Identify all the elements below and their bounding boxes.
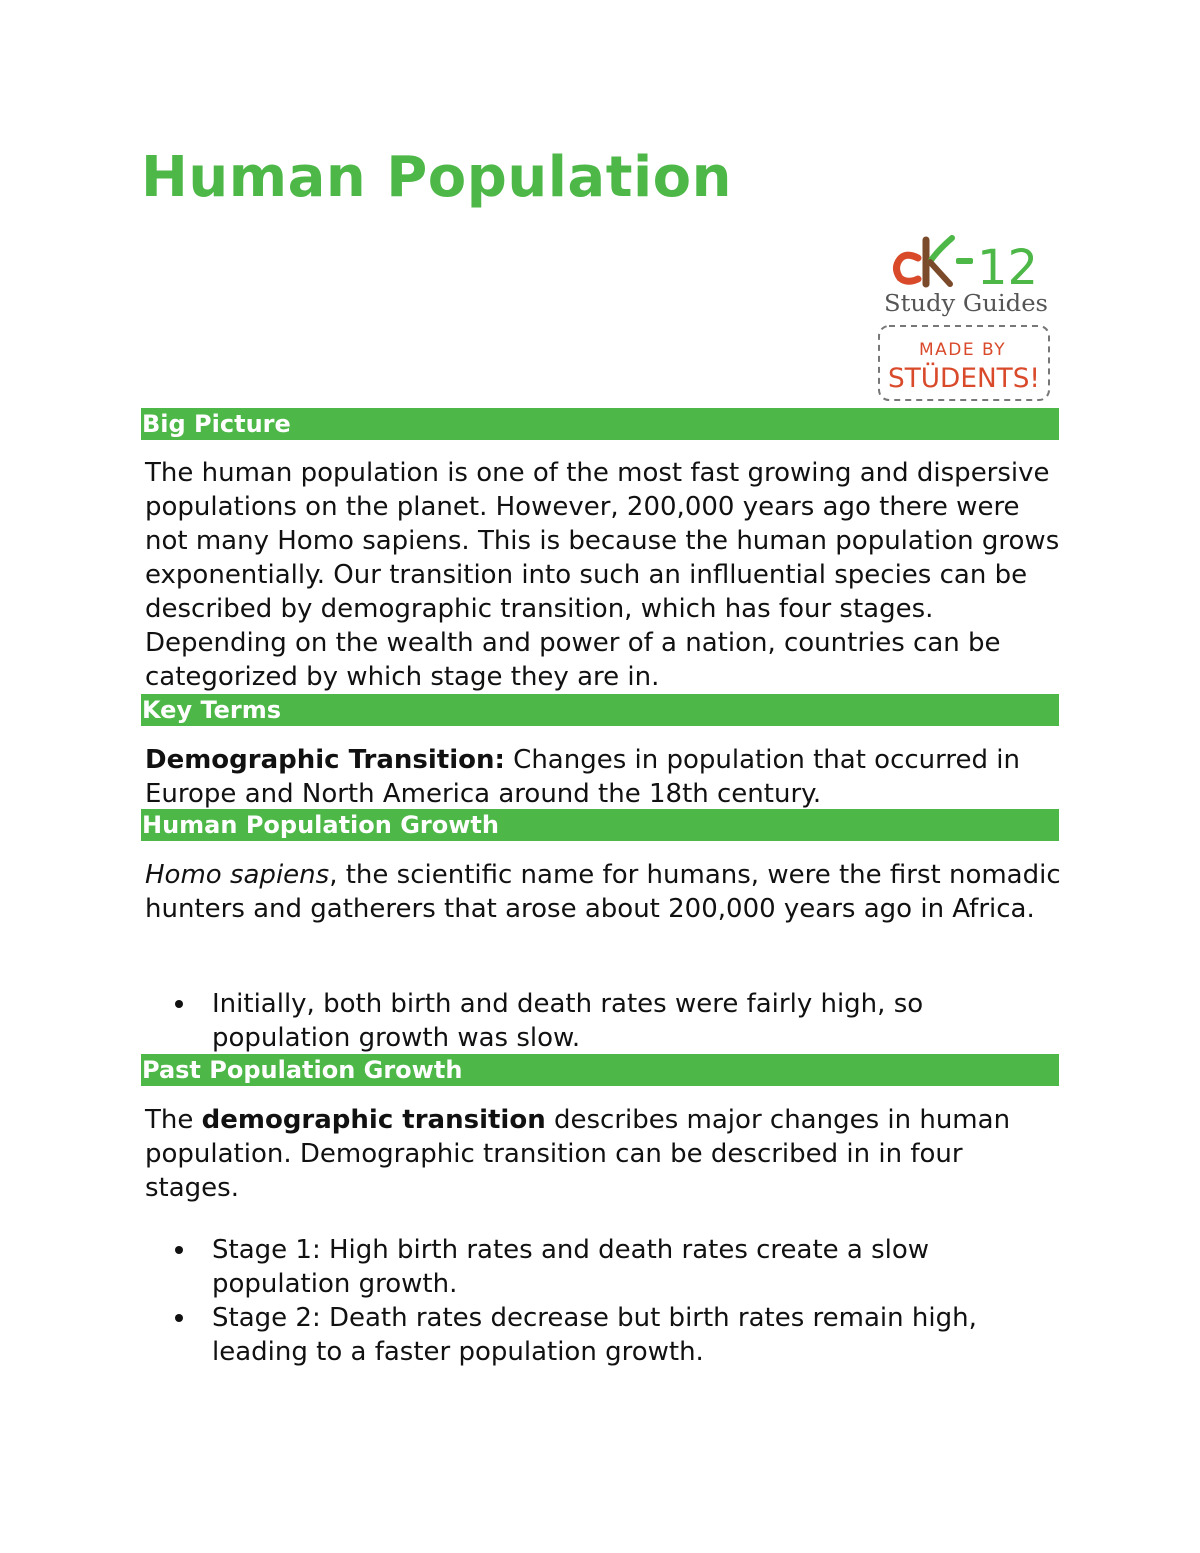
list-item: Stage 1: High birth rates and death rates create a slow population growth. — [145, 1233, 1045, 1301]
past-growth-paragraph: The demographic transition describes major changes in human population. Demographic transition can be described in in four stages. — [145, 1105, 1011, 1203]
big-picture-paragraph: The human population is one of the most fast growing and dispersive populations on the planet. However, 200,000 years ago there were not many Homo sapiens. This is because the human population grows exponentially. Our transition into such an inflluential species can be described by demographic transition, which has four stages. Depending on the wealth and power of a nation, countries can be categorized by which stage they are in. — [145, 458, 1060, 692]
list-item: Stage 2: Death rates decrease but birth rates remain high, leading to a faster population growth. — [145, 1301, 1045, 1369]
ck12-study-guides-logo — [876, 226, 1056, 406]
bullet-icon — [175, 1314, 183, 1322]
section-heading-human-population-growth: Human Population Growth — [141, 809, 1059, 841]
section-heading-key-terms: Key Terms — [141, 694, 1059, 726]
list-item: Initially, both birth and death rates were fairly high, so population growth was slow. — [145, 987, 1045, 1055]
bullet-icon — [175, 1000, 183, 1008]
svg-text:12: 12 — [977, 240, 1039, 296]
growth-paragraph-text: , the scientific name for humans, were the first nomadic hunters and gatherers that arose about 200,000 years ago in Africa. — [145, 860, 1061, 924]
svg-text:STÜDENTS!: STÜDENTS! — [888, 363, 1044, 394]
demographic-transition-term: demographic transition — [201, 1105, 546, 1135]
bullet-icon — [175, 1246, 183, 1254]
svg-text:MADE BY: MADE BY — [919, 340, 1007, 360]
species-name: Homo sapiens — [145, 860, 330, 890]
growth-paragraph — [145, 858, 1063, 926]
page-title: Human Population — [141, 145, 732, 210]
section-heading-big-picture: Big Picture — [141, 408, 1059, 440]
key-term-definition — [145, 743, 1063, 811]
key-term-text: Changes in population that occurred in Europe and North America around the 18th century. — [145, 745, 1020, 809]
section-heading-past-population-growth: Past Population Growth — [141, 1054, 1059, 1086]
svg-text:Study Guides: Study Guides — [884, 291, 1048, 317]
stages-bullet-list — [145, 1233, 1045, 1369]
growth-bullet-list — [145, 987, 1045, 1055]
key-term-name: Demographic Transition: — [145, 745, 505, 775]
